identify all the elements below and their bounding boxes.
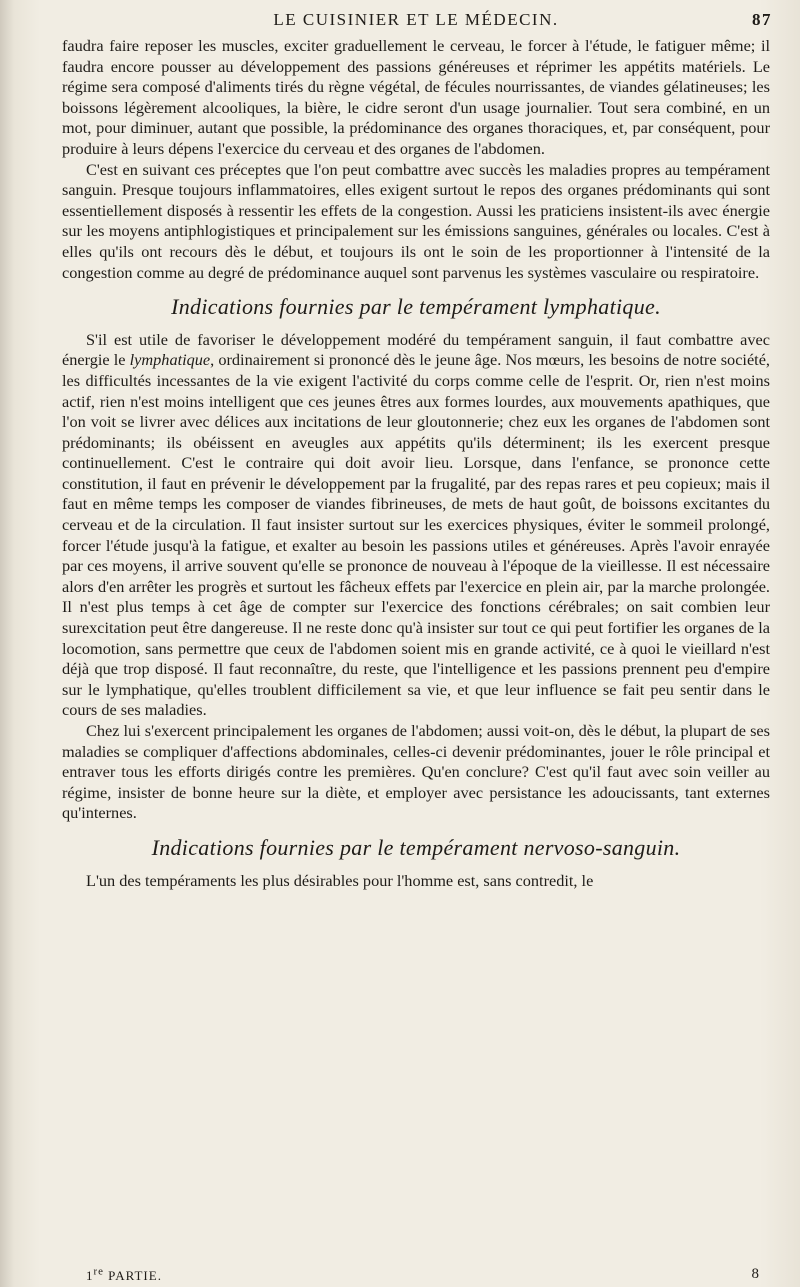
emphasized-term: lymphatique (129, 350, 211, 370)
part-number: 1 (86, 1268, 94, 1284)
paragraph: L'un des tempéraments les plus désirables pour l'homme est, sans contredit, le (86, 870, 594, 890)
section-heading: Indications fournies par le tempérament lymphatique. (171, 294, 661, 320)
signature-mark: 8 (751, 1266, 760, 1282)
paragraph: C'est en suivant ces préceptes que l'on peut combattre avec succès les maladies propres au tempérament sanguin. Presque toujours inflammatoires, elles exigent surtout le repos des organes prédominants qui sont essentiellement disposés à ressentir les effets de la congestion. Aussi les praticiens insistent-ils avec énergie sur les moyens antiphlogistiques et principalement sur les émissions sanguines, générales ou locales. C'est à elles qu'ils ont recours dès le début, et toujours ils ont le soin de les proportionner à l'intensité de la congestion comme au degré de prédominance auquel sont parvenus les systèmes vasculaire ou respiratoire. (62, 159, 770, 282)
part-label (86, 1268, 162, 1283)
part-text: PARTIE. (103, 1268, 162, 1284)
paragraph-text: S'il est utile de favoriser le développement modéré du tempérament sanguin, il faut combattre avec énergie le (62, 329, 770, 370)
paragraph-text: , ordinairement si prononcé dès le jeune âge. Nos mœurs, les besoins de notre société, les difficultés incessantes de la vie exigent l'activité du corps comme celle de l'esprit. Or, rien n'est moins actif, rien n'est moins intelligent que ces jeunes êtres aux formes lourdes, aux mouvements apathiques, que l'on voit se livrer avec délices aux incitations de leur gloutonnerie; chez eux les organes de l'abdomen sont prédominants; ils obéissent en aveugles aux appétits qu'ils déterminent; ils les exercent presque continuellement. C'est le contraire qui doit avoir lieu. Lorsque, dans l'enfance, se prononce cette constitution, il faut en prévenir le développement par la frugalité, par des repas rares et peu copieux; mais il faut en même temps les composer de viandes fibrineuses, de mets de haut goût, de boissons excitantes du cerveau et de la circulation. Il faut insister surtout sur les exercices physiques, éviter le sommeil prolongé, forcer l'étude jusqu'à la fatigue, et exalter au besoin les passions utiles et généreuses. Après l'avoir enrayée par ces moyens, il arrive souvent qu'elle se prononce de nouveau à l'époque de la vieillesse. Il est nécessaire alors d'en arrêter les progrès et surtout les fâcheux effets par l'exercice en plein air, par la marche prolongée. Il n'est plus temps à cet âge de compter sur l'exercice des fonctions cérébrales; on sait combien leur surexcitation peut être dangereuse. Il ne reste donc qu'à insister sur tout ce qui peut fortifier les organes de la locomotion, sans permettre que ceux de l'abdomen soient mis en grande activité, ce à quoi le vieillard n'est déjà que trop disposé. Il faut reconnaître, du reste, que l'intelligence et les passions prennent peu d'empire sur le lymphatique, qu'elles troublent difficilement sa vie, et que leur influence se fait peu sentir dans le cours de ses maladies. (62, 350, 770, 720)
paragraph: faudra faire reposer les muscles, exciter graduellement le cerveau, le forcer à l'étude, le fatiguer même; il faudra encore pousser au développement des passions généreuses et réprimer les appétits matériels. Le régime sera composé d'aliments tirés du règne végétal, de fécules nourrissantes, de viandes gélatineuses; les boissons légèrement alcooliques, la bière, le cidre seront d'un usage journalier. Tout sera combiné, en un mot, pour diminuer, autant que possible, la prédominance des organes thoraciques, et, par conséquent, pour produire à leurs dépens l'exercice du cerveau et des organes de l'abdomen. (62, 36, 770, 158)
running-header (60, 10, 772, 36)
page-number: 87 (752, 10, 772, 29)
paragraph: Chez lui s'exercent principalement les organes de l'abdomen; aussi voit-on, dès le début, la plupart de ses maladies se compliquer d'affections abdominales, celles-ci devenir prédominantes, jouer le rôle principal et entraver tous les efforts dirigés contre les premières. Qu'en conclure? C'est qu'il faut avec soin veiller au régime, insister de bonne heure sur la diète, et employer avec persistance les adoucissants, tant externes qu'internes. (62, 721, 770, 823)
page-body (62, 36, 770, 891)
running-title: LE CUISINIER ET LE MÉDECIN. (273, 10, 559, 29)
section-heading: Indications fournies par le tempérament nervoso-sanguin. (151, 834, 681, 860)
paragraph (62, 330, 770, 721)
page-footer (86, 1266, 760, 1284)
part-superscript: re (93, 1266, 104, 1278)
